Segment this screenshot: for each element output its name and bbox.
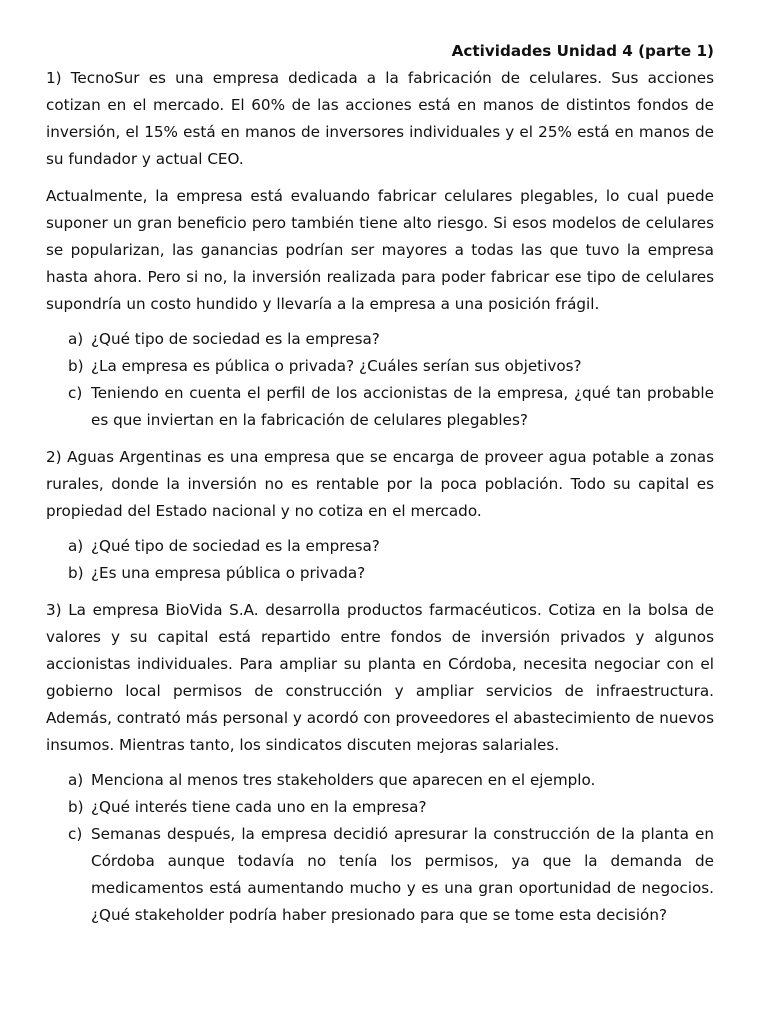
document-title: Actividades Unidad 4 (parte 1) [451,42,714,60]
question-text: ¿Qué interés tiene cada uno en la empresa? [91,798,427,816]
question-text: ¿Qué tipo de sociedad es la empresa? [91,330,380,348]
question-item [46,353,714,380]
question-item [46,767,714,794]
exercise-1-paragraph-2: Actualmente, la empresa está evaluando fabricar celulares plegables, lo cual puede suponer un gran beneficio pero también tiene alto riesgo. Si esos modelos de celulares se popularizan, las ganancias podrían ser mayores a todas las que tuvo la empresa hasta ahora. Pero si no, la inversión realizada para poder fabricar ese tipo de celulares supondría un costo hundido y llevaría a la empresa a una posición frágil. [46,187,714,313]
question-marker: b) [68,564,84,582]
exercise-3 [46,597,714,929]
exercise-1-paragraph-1: 1) TecnoSur es una empresa dedicada a la fabricación de celulares. Sus acciones cotizan en el mercado. El 60% de las acciones está en manos de distintos fondos de inversión, el 15% está en manos de inversores individuales y el 25% está en manos de su fundador y actual CEO. [46,69,714,168]
question-marker: a) [68,771,84,789]
question-text: ¿Es una empresa pública o privada? [91,564,366,582]
question-item [46,821,714,929]
question-item [46,533,714,560]
question-marker: b) [68,357,84,375]
question-marker: a) [68,537,84,555]
question-marker: c) [68,384,83,402]
exercise-2-questions [46,533,714,587]
document-page [46,38,714,929]
exercise-3-paragraph-1: 3) La empresa BioVida S.A. desarrolla productos farmacéuticos. Cotiza en la bolsa de valores y su capital está repartido entre fondos de inversión privados y algunos accionistas individuales. Para ampliar su planta en Córdoba, necesita negociar con el gobierno local permisos de construcción y ampliar servicios de infraestructura. Además, contrató más personal y acordó con proveedores el abastecimiento de nuevos insumos. Mientras tanto, los sindicatos discuten mejoras salariales. [46,601,715,754]
exercise-3-questions [46,767,714,929]
exercise-2 [46,444,714,587]
question-item [46,326,714,353]
question-marker: c) [68,825,83,843]
question-text: Semanas después, la empresa decidió apresurar la construcción de la planta en Córdoba aunque todavía no tenía los permisos, ya que la demanda de medicamentos está aumentando mucho y es una gran oportunidad de negocios. ¿Qué stakeholder podría haber presionado para que se tome esta decisión? [91,825,714,924]
question-item [46,380,714,434]
question-text: ¿Qué tipo de sociedad es la empresa? [91,537,380,555]
question-marker: b) [68,798,84,816]
exercise-1 [46,65,714,434]
question-item [46,794,714,821]
question-text: Menciona al menos tres stakeholders que aparecen en el ejemplo. [91,771,596,789]
question-text: ¿La empresa es pública o privada? ¿Cuáles serían sus objetivos? [91,357,582,375]
question-marker: a) [68,330,84,348]
exercise-1-questions [46,326,714,434]
question-text: Teniendo en cuenta el perfil de los accionistas de la empresa, ¿qué tan probable es que inviertan en la fabricación de celulares plegables? [91,384,714,429]
exercise-2-paragraph-1: 2) Aguas Argentinas es una empresa que se encarga de proveer agua potable a zonas rurales, donde la inversión no es rentable por la poca población. Todo su capital es propiedad del Estado nacional y no cotiza en el mercado. [46,448,714,520]
question-item [46,560,714,587]
